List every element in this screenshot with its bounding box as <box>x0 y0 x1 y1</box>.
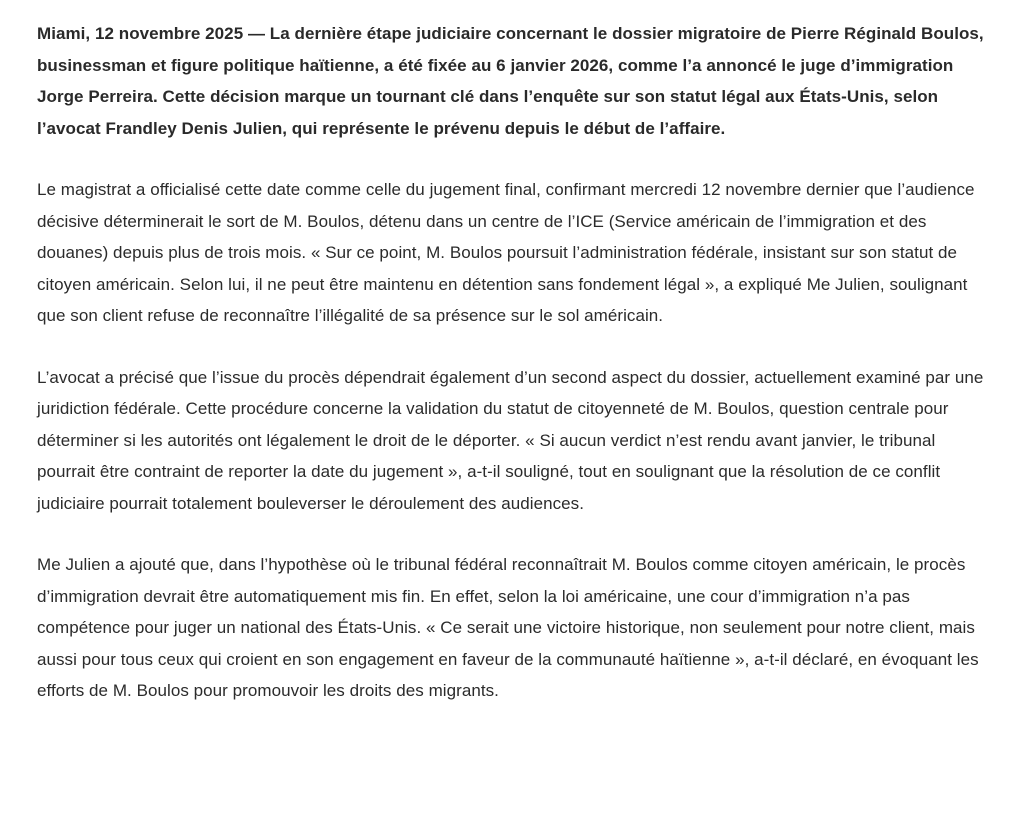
article-paragraph: L’avocat a précisé que l’issue du procès dépendrait également d’un second aspect du dossier, actuellement examiné par une juridiction fédérale. Cette procédure concerne la validation du statut de citoyenneté de M. Boulos, question centrale pour déterminer si les autorités ont légalement le droit de le déporter. « Si aucun verdict n’est rendu avant janvier, le tribunal pourrait être contraint de reporter la date du jugement », a-t-il souligné, tout en soulignant que la résolution de ce conflit judiciaire pourrait totalement bouleverser le déroulement des audiences. <box>37 367 984 513</box>
article-paragraph: Le magistrat a officialisé cette date comme celle du jugement final, confirmant mercredi 12 novembre dernier que l’audience décisive déterminerait le sort de M. Boulos, détenu dans un centre de l’ICE (Service américain de l’immigration et des douanes) depuis plus de trois mois. « Sur ce point, M. Boulos poursuit l’administration fédérale, insistant sur son statut de citoyen américain. Selon lui, il ne peut être maintenu en détention sans fondement légal », a expliqué Me Julien, soulignant que son client refuse de reconnaître l’illégalité de sa présence sur le sol américain. <box>37 180 975 325</box>
article-paragraph: Me Julien a ajouté que, dans l’hypothèse où le tribunal fédéral reconnaîtrait M. Boulos comme citoyen américain, le procès d’immigration devrait être automatiquement mis fin. En effet, selon la loi américaine, une cour d’immigration n’a pas compétence pour juger un national des États-Unis. « Ce serait une victoire historique, non seulement pour notre client, mais aussi pour tous ceux qui croient en son engagement en faveur de la communauté haïtienne », a-t-il déclaré, en évoquant les efforts de M. Boulos pour promouvoir les droits des migrants. <box>37 555 979 700</box>
article-lead-paragraph: Miami, 12 novembre 2025 — La dernière étape judiciaire concernant le dossier migratoire de Pierre Réginald Boulos, businessman et figure politique haïtienne, a été fixée au 6 janvier 2026, comme l’a annoncé le juge d’immigration Jorge Perreira. Cette décision marque un tournant clé dans l’enquête sur son statut légal aux États-Unis, selon l’avocat Frandley Denis Julien, qui représente le prévenu depuis le début de l’affaire. <box>37 24 984 138</box>
article-body <box>37 18 987 737</box>
